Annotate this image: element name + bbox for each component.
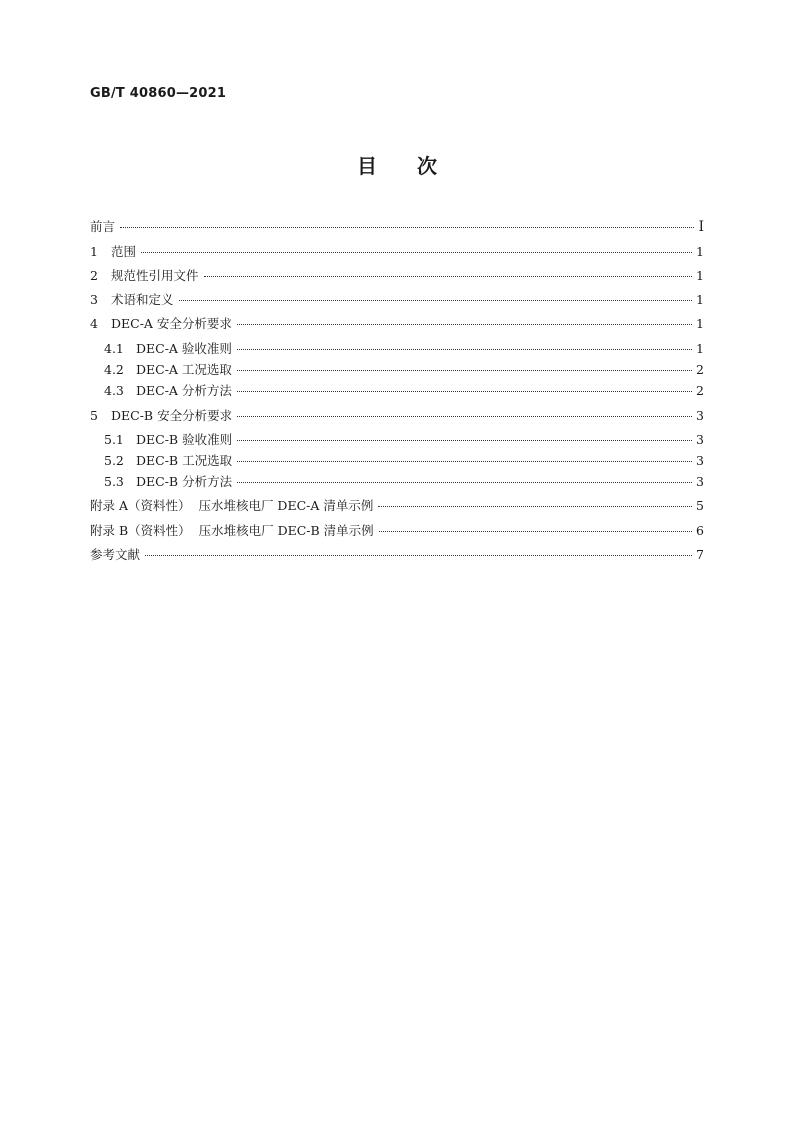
toc-entry-5-2[interactable] [104,452,704,470]
toc-entry-number: 4.2 [104,362,124,377]
toc-entry-number: 4.3 [104,383,124,398]
toc-entry-label: DEC-A 安全分析要求 [111,316,232,331]
toc-page-number: 1 [696,244,704,259]
toc-entry-label: 附录 B（资料性） 压水堆核电厂 DEC-B 清单示例 [90,523,374,538]
toc-entry-number: 5.3 [104,474,124,489]
toc-entry-label: 术语和定义 [111,292,174,307]
toc-entry-number: 5 [90,408,98,423]
dot-leader [379,531,692,532]
toc-entry-5[interactable] [90,407,704,425]
toc-entry-label: DEC-B 工况选取 [136,453,233,468]
toc-entry-4-3[interactable] [104,382,704,400]
toc-entry-5-3[interactable] [104,473,704,491]
toc-entry-label: DEC-A 工况选取 [136,362,232,377]
toc-entry-label: 附录 A（资料性） 压水堆核电厂 DEC-A 清单示例 [90,498,374,513]
toc-page-number: 3 [696,453,704,468]
toc-entry-label: 参考文献 [90,547,141,562]
toc-entry-number: 4 [90,316,98,331]
toc-entry-number: 2 [90,268,98,283]
dot-leader [237,324,692,325]
toc-page-number: 3 [696,432,704,447]
toc-entry-number: 4.1 [104,341,124,356]
toc-entry-references[interactable] [90,546,704,564]
toc-entry-number: 1 [90,244,98,259]
dot-leader [237,349,692,350]
toc-page-number: 2 [696,383,704,398]
toc-entry-label: DEC-B 分析方法 [136,474,233,489]
dot-leader [120,227,694,228]
toc-entry-4[interactable] [90,315,704,333]
dot-leader [179,300,693,301]
toc-entry-label: DEC-B 验收准则 [136,432,233,447]
toc-entry-number: 3 [90,292,98,307]
toc-entry-label: 规范性引用文件 [111,268,199,283]
toc-entry-appendix-b[interactable] [90,522,704,540]
toc-entry-2[interactable] [90,267,704,285]
dot-leader [237,391,692,392]
toc-entry-label: DEC-B 安全分析要求 [111,408,233,423]
toc-entry-3[interactable] [90,291,704,309]
toc-entry-4-2[interactable] [104,361,704,379]
toc-entry-number: 5.2 [104,453,124,468]
dot-leader [378,506,692,507]
toc-page-number: 1 [696,292,704,307]
toc-entry-foreword[interactable] [90,218,704,236]
toc-entry-label: DEC-A 分析方法 [136,383,232,398]
toc-entry-1[interactable] [90,243,704,261]
dot-leader [141,252,692,253]
standard-code: GB/T 40860—2021 [90,86,227,101]
dot-leader [237,370,692,371]
toc-entry-4-1[interactable] [104,340,704,358]
toc-page-number: 3 [696,474,704,489]
toc-page-number: 6 [696,523,704,538]
toc-entry-label: 前言 [90,219,116,234]
toc-page-number: 2 [696,362,704,377]
toc-entry-appendix-a[interactable] [90,497,704,515]
dot-leader [145,555,692,556]
toc-entry-number: 5.1 [104,432,124,447]
toc-page-number: 5 [696,498,704,513]
dot-leader [237,482,692,483]
toc-page-number: I [698,219,704,235]
toc-page-number: 1 [696,268,704,283]
dot-leader [237,440,692,441]
toc-entry-5-1[interactable] [104,431,704,449]
toc-page-number: 1 [696,316,704,331]
toc-entry-label: DEC-A 验收准则 [136,341,232,356]
page-title: 目次 [357,154,477,178]
dot-leader [237,416,692,417]
toc-page-number: 7 [696,547,704,562]
dot-leader [237,461,692,462]
dot-leader [204,276,693,277]
toc-page-number: 1 [696,341,704,356]
toc-entry-label: 范围 [111,244,137,259]
toc-page-number: 3 [696,408,704,423]
